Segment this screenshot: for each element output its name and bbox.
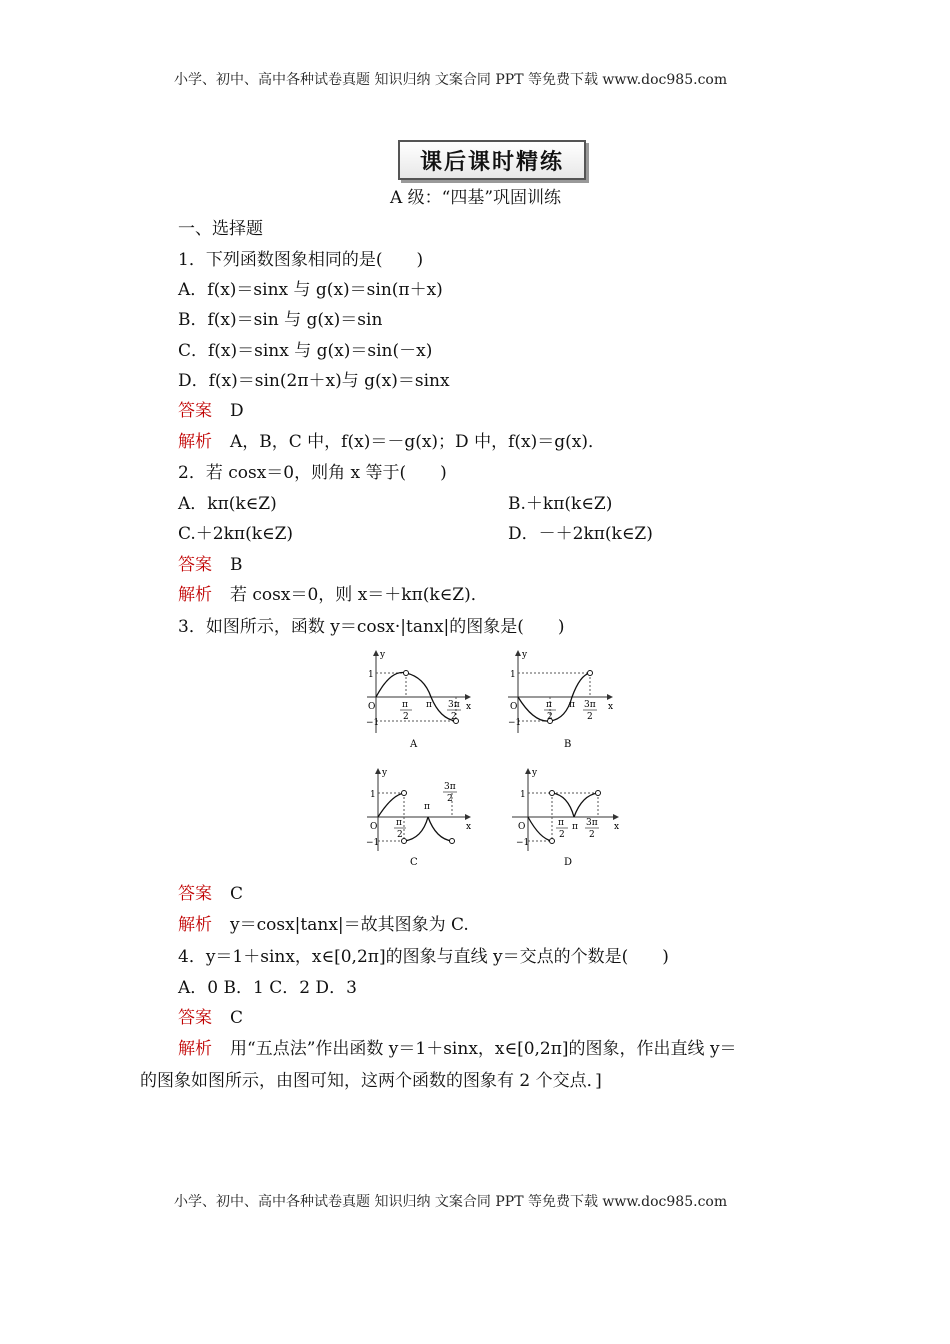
panel-label-d: D	[564, 857, 573, 868]
panel-label-a: A	[410, 739, 418, 750]
q3-analysis-row	[178, 915, 469, 935]
q1-analysis-row	[178, 432, 605, 452]
panel-c	[366, 768, 471, 868]
tick-3pi-half-den: 2	[451, 712, 457, 722]
origin-label: O	[518, 822, 526, 832]
tick-pi-half-den: 2	[559, 830, 565, 840]
q4-analysis-line2: 的图象如图所示，由图可知，这两个函数的图象有 2 个交点．]	[140, 1071, 602, 1091]
panel-d	[512, 768, 619, 868]
q1-answer-row	[178, 401, 244, 421]
q1-option-c: C．f(x)＝sinx 与 g(x)＝sin(－x)	[178, 341, 433, 361]
axis-x-label: x	[614, 822, 620, 832]
tick-minus-one: −1	[516, 838, 530, 848]
analysis-label: 解析	[178, 432, 212, 452]
tick-pi: π	[426, 700, 432, 710]
answer-label: 答案	[178, 401, 212, 421]
subtitle: A 级：“四基”巩固训练	[390, 188, 562, 208]
tick-pi: π	[572, 822, 578, 832]
q3-figure	[362, 643, 628, 871]
tick-3pi-half-num: 3π	[448, 700, 460, 710]
answer-label: 答案	[178, 555, 212, 575]
q2-answer: B	[230, 555, 243, 575]
tick-pi: π	[424, 802, 430, 812]
tick-pi-half-num: π	[546, 700, 552, 710]
axis-y-label: y	[522, 650, 528, 660]
q2-option-d: D．－＋2kπ(k∈Z)	[508, 524, 653, 544]
tick-pi-half-den: 2	[403, 712, 409, 722]
tick-one: 1	[510, 670, 516, 680]
tick-one: 1	[370, 790, 376, 800]
q2-stem: 2．若 cosx＝0，则角 x 等于( )	[178, 463, 447, 483]
q2-option-b: B.＋kπ(k∈Z)	[508, 494, 613, 514]
analysis-label: 解析	[178, 915, 212, 935]
q2-answer-row	[178, 555, 243, 575]
tick-pi-half-num: π	[558, 818, 564, 828]
q2-analysis: 若 cosx＝0，则 x＝＋kπ(k∈Z)．	[230, 585, 488, 605]
tick-minus-one: −1	[366, 718, 380, 728]
q4-stem: 4．y＝1＋sinx，x∈[0,2π]的图象与直线 y＝交点的个数是( )	[178, 947, 669, 967]
q1-stem: 1．下列函数图象相同的是( )	[178, 250, 424, 270]
analysis-label: 解析	[178, 585, 212, 605]
tick-one: 1	[368, 670, 374, 680]
q2-option-a: A．kπ(k∈Z)	[178, 494, 277, 514]
analysis-label: 解析	[178, 1039, 212, 1059]
q1-option-b: B．f(x)＝sin 与 g(x)＝sin	[178, 310, 383, 330]
tick-3pi-half-den: 2	[587, 712, 593, 722]
answer-label: 答案	[178, 884, 212, 904]
tick-3pi-half-den: 2	[447, 794, 453, 804]
tick-3pi-half-num: 3π	[586, 818, 598, 828]
tick-pi-half-den: 2	[397, 830, 403, 840]
tick-minus-one: −1	[366, 838, 380, 848]
q3-stem: 3．如图所示，函数 y＝cosx·|tanx|的图象是( )	[178, 617, 565, 637]
panel-a	[366, 650, 471, 750]
q2-analysis-row	[178, 585, 488, 605]
axis-y-label: y	[380, 650, 386, 660]
q4-answer: C	[230, 1008, 244, 1028]
page-header: 小学、初中、高中各种试卷真题 知识归纳 文案合同 PPT 等免费下载 www.doc985.com	[174, 72, 728, 88]
panel-label-c: C	[410, 857, 418, 868]
q1-answer: D	[230, 401, 244, 421]
q4-analysis-row	[178, 1039, 737, 1059]
tick-pi-half-num: π	[396, 818, 402, 828]
q2-option-c: C.＋2kπ(k∈Z)	[178, 524, 294, 544]
page-title: 课后课时精练	[419, 149, 564, 175]
q3-answer-row	[178, 884, 243, 904]
axis-x-label: x	[466, 702, 472, 712]
tick-one: 1	[520, 790, 526, 800]
q1-option-a: A．f(x)＝sinx 与 g(x)＝sin(π＋x)	[178, 280, 443, 300]
q4-options: A．0 B．1 C．2 D．3	[178, 978, 357, 998]
answer-label: 答案	[178, 1008, 212, 1028]
tick-3pi-half-den: 2	[589, 830, 595, 840]
axis-y-label: y	[532, 768, 538, 778]
origin-label: O	[370, 822, 378, 832]
tick-pi-half-num: π	[402, 700, 408, 710]
origin-label: O	[368, 702, 376, 712]
axis-x-label: x	[466, 822, 472, 832]
tick-minus-one: −1	[508, 718, 522, 728]
q1-option-d: D．f(x)＝sin(2π＋x)与 g(x)＝sinx	[178, 371, 450, 391]
q4-analysis-line1: 用“五点法”作出函数 y＝1＋sinx，x∈[0,2π]的图象，作出直线 y＝	[230, 1039, 737, 1059]
q4-answer-row	[178, 1008, 243, 1028]
tick-3pi-half-num: 3π	[584, 700, 596, 710]
section-heading: 一、选择题	[178, 219, 263, 239]
title-box	[398, 140, 586, 180]
panel-label-b: B	[564, 739, 572, 750]
q3-answer: C	[230, 884, 244, 904]
panel-b	[508, 650, 613, 750]
axis-y-label: y	[382, 768, 388, 778]
q1-analysis: A，B，C 中，f(x)＝－g(x)；D 中，f(x)＝g(x)．	[230, 432, 605, 452]
page-footer: 小学、初中、高中各种试卷真题 知识归纳 文案合同 PPT 等免费下载 www.doc985.com	[174, 1194, 728, 1210]
axis-x-label: x	[608, 702, 614, 712]
tick-pi: π	[569, 700, 575, 710]
q3-graphs-svg	[362, 643, 628, 871]
origin-label: O	[510, 702, 518, 712]
tick-3pi-half-num: 3π	[444, 782, 456, 792]
tick-pi-half-den: 2	[547, 712, 553, 722]
q3-analysis: y＝cosx|tanx|＝故其图象为 C.	[230, 915, 469, 935]
